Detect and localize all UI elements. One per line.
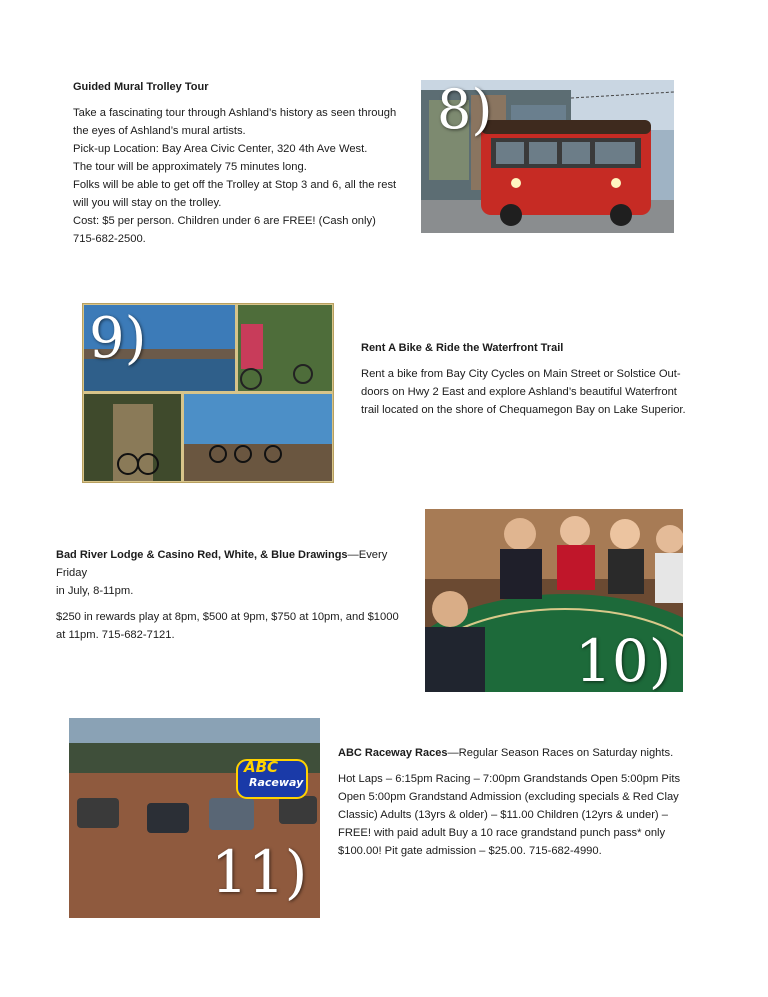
casino-line: $250 in rewards play at 8pm, $500 at 9pm, $750 at 10pm, and $1000 bbox=[56, 611, 399, 623]
raceway-title-suffix: —Regular Season Races on Saturday nights. bbox=[447, 747, 674, 759]
trolley-line: will you will stay on the trolley. bbox=[73, 197, 222, 209]
raceway-line: Classic) Adults (13yrs & older) – $11.00 Children (12yrs & under) – bbox=[338, 809, 668, 821]
raceway-heading bbox=[338, 744, 703, 762]
bike-title: Rent A Bike & Ride the Waterfront Trail bbox=[361, 342, 564, 354]
raceway-logo-line1: ABC bbox=[244, 758, 279, 776]
raceway-title: ABC Raceway Races bbox=[338, 747, 448, 759]
trolley-line: Pick-up Location: Bay Area Civic Center, 320 4th Ave West. bbox=[73, 143, 368, 155]
casino-title-suffix-line2: in July, 8-11pm. bbox=[56, 585, 134, 597]
casino-title-suffix: —Every Friday bbox=[56, 549, 388, 579]
bike-line: doors on Hwy 2 East and explore Ashland’s beautiful Waterfront bbox=[361, 386, 677, 398]
casino-line: at 11pm. 715-682-7121. bbox=[56, 629, 175, 641]
casino-photo bbox=[425, 509, 683, 692]
trolley-line: Cost: $5 per person. Children under 6 are FREE! (Cash only) bbox=[73, 215, 376, 227]
trolley-line: 715-682-2500. bbox=[73, 233, 146, 245]
trolley-section bbox=[73, 78, 418, 248]
raceway-section bbox=[338, 744, 703, 860]
casino-photo-number: 10) bbox=[575, 627, 672, 692]
raceway-line: FREE! with paid adult Buy a 10 race grandstand punch pass* only bbox=[338, 827, 666, 839]
trolley-line: The tour will be approximately 75 minutes long. bbox=[73, 161, 307, 173]
trolley-title: Guided Mural Trolley Tour bbox=[73, 81, 209, 93]
casino-title: Bad River Lodge & Casino Red, White, & Blue Drawings bbox=[56, 549, 348, 561]
raceway-line: Open 5:00pm Grandstand Admission (excluding specials & Red Clay bbox=[338, 791, 679, 803]
bike-line: trail located on the shore of Chequamegon Bay on Lake Superior. bbox=[361, 404, 686, 416]
bike-section bbox=[361, 339, 706, 419]
trolley-line: Take a fascinating tour through Ashland’s history as seen through bbox=[73, 107, 397, 119]
trolley-line: Folks will be able to get off the Trolley at Stop 3 and 6, all the rest bbox=[73, 179, 397, 191]
casino-section bbox=[56, 546, 421, 644]
bike-photo-collage bbox=[82, 303, 334, 483]
trolley-photo bbox=[421, 80, 674, 233]
casino-heading bbox=[56, 546, 421, 582]
bike-line: Rent a bike from Bay City Cycles on Main Street or Solstice Out- bbox=[361, 368, 681, 380]
bike-photo-number: 9) bbox=[89, 306, 147, 371]
raceway-logo-line2: Raceway bbox=[249, 776, 304, 789]
trolley-line: the eyes of Ashland’s mural artists. bbox=[73, 125, 246, 137]
raceway-photo-number: 11) bbox=[211, 838, 308, 906]
raceway-line: $100.00! Pit gate admission – $25.00. 715-682-4990. bbox=[338, 845, 602, 857]
raceway-photo bbox=[69, 718, 320, 918]
trolley-photo-number: 8) bbox=[437, 80, 493, 141]
raceway-line: Hot Laps – 6:15pm Racing – 7:00pm Grandstands Open 5:00pm Pits bbox=[338, 773, 681, 785]
